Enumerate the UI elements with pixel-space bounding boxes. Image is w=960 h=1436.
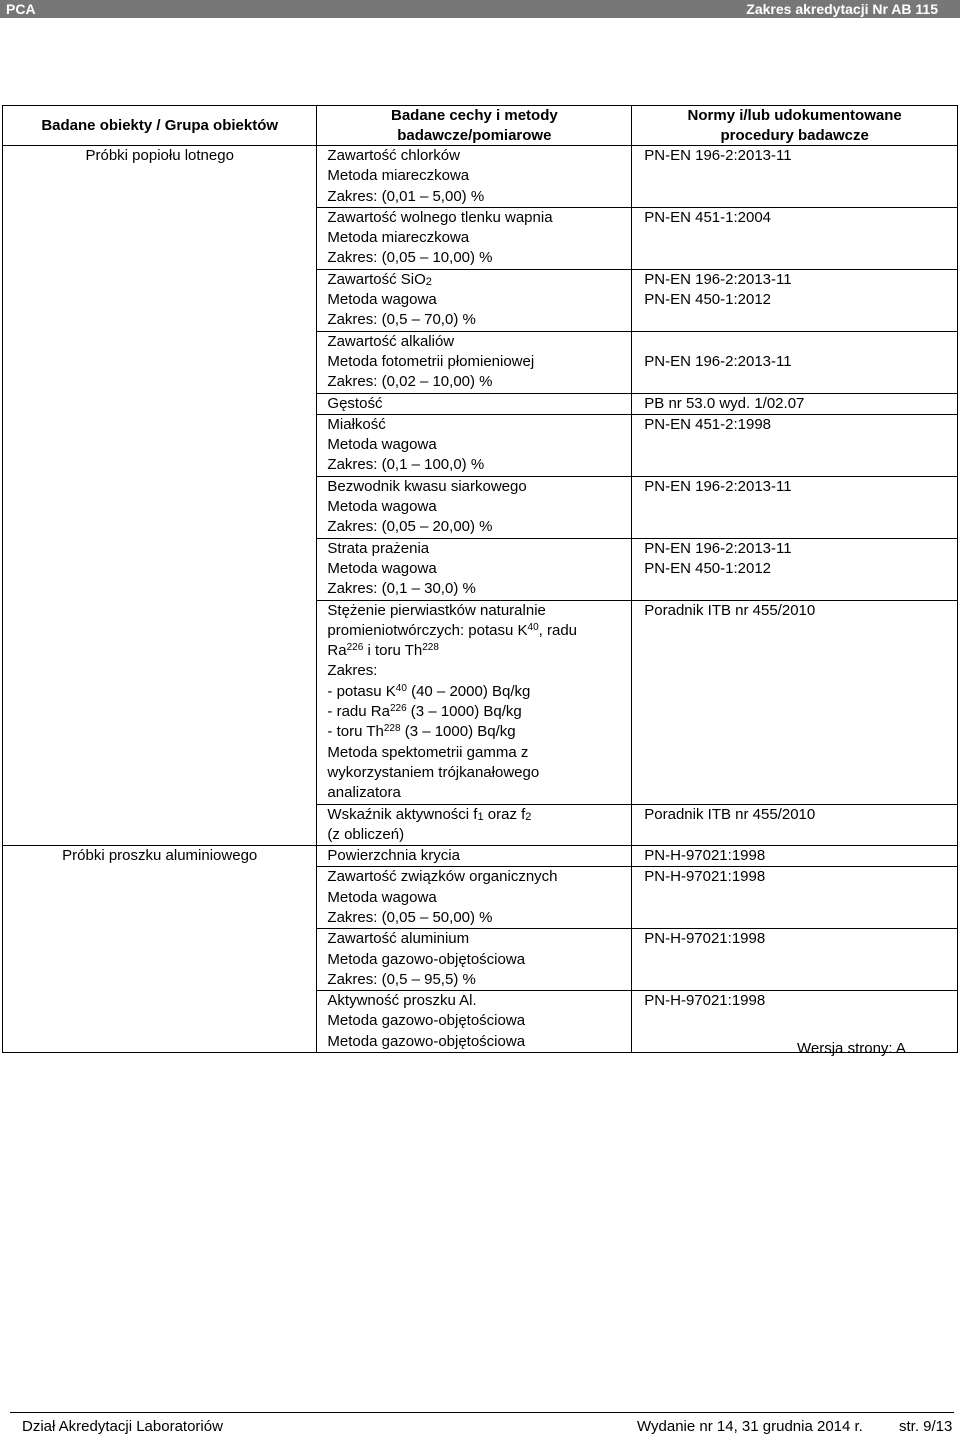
table-row bbox=[3, 846, 958, 867]
norm-cell: PB nr 53.0 wyd. 1/02.07 bbox=[632, 393, 958, 414]
method-cell: Zawartość chlorków Metoda miareczkowa Zakres: (0,01 – 5,00) % bbox=[317, 146, 632, 208]
method-cell: Zawartość związków organicznych Metoda wagowa Zakres: (0,05 – 50,00) % bbox=[317, 867, 632, 929]
header-org: PCA bbox=[6, 1, 36, 17]
table-header-row bbox=[3, 106, 958, 146]
norm-cell: PN-EN 451-1:2004 bbox=[632, 207, 958, 269]
norm-cell: PN-EN 196-2:2013-11 PN-EN 450-1:2012 bbox=[632, 538, 958, 600]
method-cell: Zawartość aluminium Metoda gazowo-objętościowa Zakres: (0,5 – 95,5) % bbox=[317, 929, 632, 991]
accreditation-table bbox=[2, 105, 958, 1053]
norm-cell: PN-H-97021:1998 bbox=[632, 846, 958, 867]
method-cell: Gęstość bbox=[317, 393, 632, 414]
norm-cell: PN-EN 451-2:1998 bbox=[632, 414, 958, 476]
method-cell: Powierzchnia krycia bbox=[317, 846, 632, 867]
footer-page-number: str. 9/13 bbox=[899, 1418, 953, 1435]
method-cell: Miałkość Metoda wagowa Zakres: (0,1 – 100,0) % bbox=[317, 414, 632, 476]
norm-cell: PN-EN 196-2:2013-11 bbox=[632, 476, 958, 538]
norm-cell: Poradnik ITB nr 455/2010 bbox=[632, 804, 958, 846]
col-header-methods: Badane cechy i metody badawcze/pomiarowe bbox=[317, 106, 632, 146]
category-fly-ash: Próbki popiołu lotnego bbox=[3, 146, 317, 846]
method-cell: Wskaźnik aktywności $f_1$ oraz $f_2$ (z obliczeń) bbox=[317, 804, 632, 846]
col-header-objects: Badane obiekty / Grupa obiektów bbox=[3, 106, 317, 146]
norm-cell: PN-H-97021:1998 bbox=[632, 867, 958, 929]
header-title: Zakres akredytacji Nr AB 115 bbox=[746, 1, 938, 17]
footer-edition: Wydanie nr 14, 31 grudnia 2014 r. bbox=[637, 1418, 863, 1435]
method-cell: Strata prażenia Metoda wagowa Zakres: (0,1 – 30,0) % bbox=[317, 538, 632, 600]
norm-cell: PN-H-97021:1998 bbox=[632, 991, 958, 1053]
category-aluminium-powder: Próbki proszku aluminiowego bbox=[3, 846, 317, 1053]
method-cell: Zawartość wolnego tlenku wapnia Metoda miareczkowa Zakres: (0,05 – 10,00) % bbox=[317, 207, 632, 269]
norm-cell: PN-EN 196-2:2013-11 bbox=[632, 146, 958, 208]
col-header-norms: Normy i/lub udokumentowane procedury badawcze bbox=[632, 106, 958, 146]
table-row bbox=[3, 146, 958, 208]
method-cell: Aktywność proszku Al. Metoda gazowo-objętościowa Metoda gazowo-objętościowa bbox=[317, 991, 632, 1053]
method-cell: Stężenie pierwiastków naturalnie promieniotwórczych: potasu $K^{40}$, radu Ra$^{226}$ i toru Th$^{228}$ Zakres: - potasu $K^{40}$ (40 – 2000) Bq/kg - radu Ra$^{226}$ (3 – 1000) Bq/kg - toru Th$^{228}$ (3 – 1000) Bq/kg Metoda spektometrii gamma z wykorzystaniem trójkanałowego analizatora bbox=[317, 600, 632, 804]
footer-divider bbox=[10, 1412, 954, 1413]
norm-cell: PN-EN 196-2:2013-11 PN-EN 450-1:2012 bbox=[632, 269, 958, 331]
norm-cell: PN-EN 196-2:2013-11 bbox=[632, 331, 958, 393]
footer-department: Dział Akredytacji Laboratoriów bbox=[22, 1418, 223, 1435]
method-cell: Zawartość alkaliów Metoda fotometrii płomieniowej Zakres: (0,02 – 10,00) % bbox=[317, 331, 632, 393]
header-bar bbox=[0, 0, 960, 18]
method-cell: Bezwodnik kwasu siarkowego Metoda wagowa Zakres: (0,05 – 20,00) % bbox=[317, 476, 632, 538]
norm-cell: Poradnik ITB nr 455/2010 bbox=[632, 600, 958, 804]
norm-cell: PN-H-97021:1998 bbox=[632, 929, 958, 991]
method-cell: Zawartość SiO$_2$ Metoda wagowa Zakres: (0,5 – 70,0) % bbox=[317, 269, 632, 331]
page-version: Wersja strony: A bbox=[797, 1040, 906, 1057]
